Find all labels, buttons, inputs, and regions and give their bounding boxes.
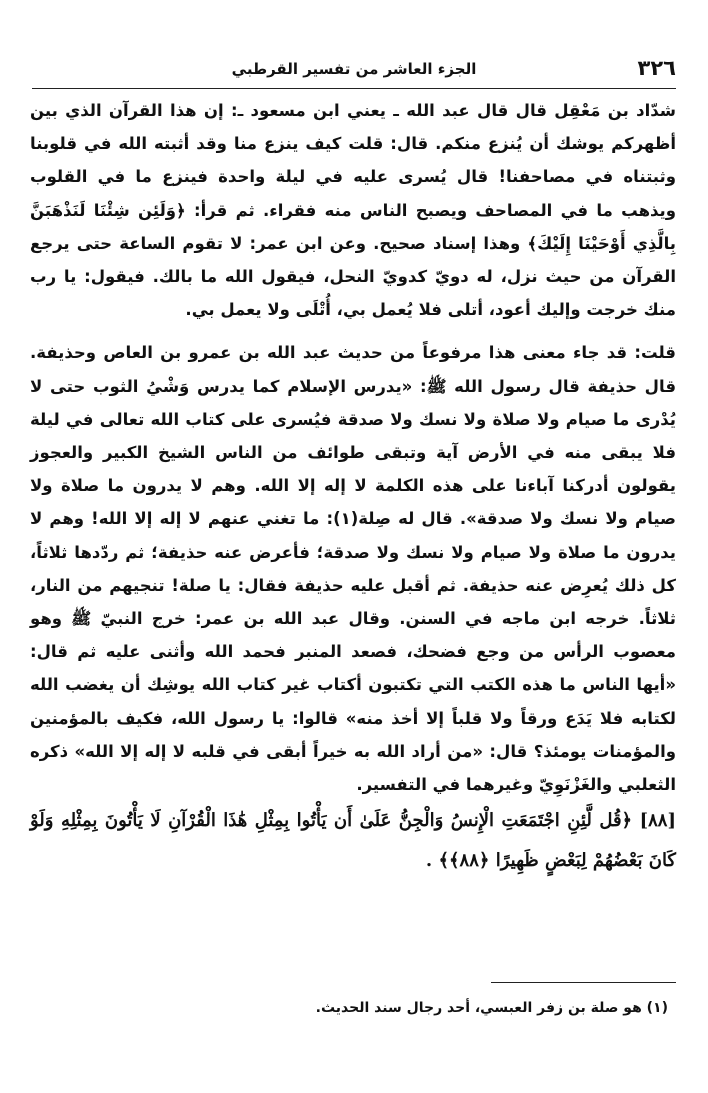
- verse-text: ﴿قُل لَّئِنِ اجْتَمَعَتِ الْإِنسُ وَالْجِنُّ عَلَىٰ أَن يَأْتُوا بِمِثْلِ هَٰذَا الْقُرْآنِ لَا يَأْتُونَ بِمِثْلِهِ وَلَوْ كَانَ بَعْضُهُمْ لِبَعْضٍ ظَهِيرًا ﴿٨٨﴾﴾ .: [30, 810, 676, 872]
- paragraph-1: شدّاد بن مَعْقِل قال قال عبد الله ـ يعني ابن مسعود ـ: إن هذا القرآن الذي بين أظهركم يوشك أن يُنزع منكم. قال: قلت كيف ينزع منا وقد أثبته الله في قلوبنا وثبتناه في مصاحفنا! قال يُسرى عليه في ليلة واحدة فينزع ما في القلوب ويذهب ما في المصاحف ويصبح الناس منه فقراء. ثم قرأ: ﴿وَلَئِن شِئْنَا لَنَذْهَبَنَّ بِالَّذِي أَوْحَيْنَا إِلَيْكَ﴾ وهذا إسناد صحيح. وعن ابن عمر: لا تقوم الساعة حتى يرجع القرآن من حيث نزل، له دويّ كدويّ النحل، فيقول الله ما بالك. فيقول: يا رب منك خرجت وإليك أعود، أتلى فلا يُعمل بي، أُتْلَى ولا يعمل بي.: [30, 101, 676, 320]
- footnote: (١) هو صلة بن زفر العبسي، أحد رجال سند الحديث.: [315, 1000, 668, 1016]
- verse-number: [٨٨]: [639, 810, 676, 832]
- running-title: الجزء العاشر من تفسير القرطبي: [231, 60, 477, 78]
- page-number: ٣٢٦: [637, 56, 676, 80]
- paragraph-2: قلت: قد جاء معنى هذا مرفوعاً من حديث عبد الله بن عمرو بن العاص وحذيفة. قال حذيفة قال رسول الله ﷺ: «يدرس الإسلام كما يدرس وَشْيُ الثوب حتى لا يُدْرى ما صيام ولا صلاة ولا نسك ولا صدقة فيُسرى على كتاب الله تعالى في ليلة فلا يبقى منه في الأرض آية وتبقى طوائف من الناس الشيخ الكبير والعجوز يقولون أدركنا آباءنا على هذه الكلمة لا إله إلا الله. وهم لا يدرون ما صلاة ولا صيام ولا نسك ولا صدقة». قال له صِلة(١): ما تغني عنهم لا إله إلا الله! وهم لا يدرون ما صلاة ولا صيام ولا نسك ولا صدقة؛ فأعرض عنه حذيفة؛ ثم ردّدها ثلاثاً، كل ذلك يُعرِض عنه حذيفة. ثم أقبل عليه حذيفة فقال: يا صلة! تنجيهم من النار، ثلاثاً. خرجه ابن ماجه في السنن. وقال عبد الله بن عمر: خرج النبيّ ﷺ وهو معصوب الرأس من وجع فضحك، فصعد المنبر فحمد الله وأثنى عليه ثم قال: «أيها الناس ما هذه الكتب التي تكتبون أكتاب غير كتاب الله يوشِك أن يغضب الله لكتابه فلا يَدَع ورقاً ولا قلباً إلا أخذ منه» قالوا: يا رسول الله، فكيف بالمؤمنين والمؤمنات يومئذ؟ قال: «من أراد الله به خيراً أبقى في قلبه لا إله إلا الله» ذكره الثعلبي والغَزْنَوِيّ وغيرهما في التفسير.: [30, 343, 676, 795]
- footnote-divider: [491, 982, 676, 983]
- main-text: [30, 94, 676, 881]
- header-divider: [32, 88, 676, 89]
- quran-verse: [30, 801, 676, 881]
- page-header: [32, 54, 676, 88]
